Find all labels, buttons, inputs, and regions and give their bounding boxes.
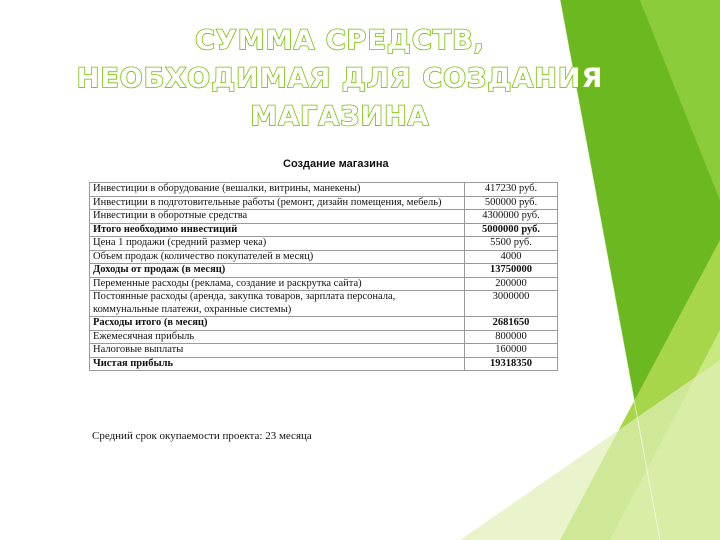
row-label: Постоянные расходы (аренда, закупка товаров, зарплата персонала, коммунальные платежи, охранные системы) — [90, 291, 465, 317]
table-row — [90, 237, 558, 251]
row-value: 800000 — [465, 330, 558, 344]
slide-title — [60, 22, 620, 136]
financial-table — [89, 182, 558, 371]
table-caption: Создание магазина — [283, 158, 389, 170]
row-label: Инвестиции в оборотные средства — [90, 210, 465, 224]
payback-note: Средний срок окупаемости проекта: 23 месяца — [92, 430, 312, 442]
row-label: Переменные расходы (реклама, создание и раскрутка сайта) — [90, 277, 465, 291]
row-label: Налоговые выплаты — [90, 344, 465, 358]
row-label: Цена 1 продажи (средний размер чека) — [90, 237, 465, 251]
row-label: Расходы итого (в месяц) — [90, 317, 465, 331]
row-value: 2681650 — [465, 317, 558, 331]
table-row — [90, 357, 558, 371]
title-line-1: СУММА СРЕДСТВ, — [195, 25, 485, 56]
table-row — [90, 210, 558, 224]
title-line-3: МАГАЗИНА — [250, 101, 430, 132]
table-row — [90, 291, 558, 317]
row-value: 19318350 — [465, 357, 558, 371]
table-row — [90, 196, 558, 210]
row-label: Чистая прибыль — [90, 357, 465, 371]
row-label: Инвестиции в оборудование (вешалки, витрины, манекены) — [90, 183, 465, 197]
table-row — [90, 277, 558, 291]
table-row — [90, 183, 558, 197]
table-row — [90, 344, 558, 358]
row-value: 4000 — [465, 250, 558, 264]
row-value: 500000 руб. — [465, 196, 558, 210]
row-label: Ежемесячная прибыль — [90, 330, 465, 344]
row-label: Доходы от продаж (в месяц) — [90, 264, 465, 278]
title-line-2: НЕОБХОДИМАЯ ДЛЯ СОЗДАНИЯ — [76, 63, 604, 94]
row-value: 13750000 — [465, 264, 558, 278]
row-label: Инвестиции в подготовительные работы (ремонт, дизайн помещения, мебель) — [90, 196, 465, 210]
table-row — [90, 223, 558, 237]
table-row — [90, 317, 558, 331]
table-row — [90, 264, 558, 278]
row-value: 3000000 — [465, 291, 558, 317]
row-value: 417230 руб. — [465, 183, 558, 197]
bottom-pale-shape — [460, 360, 720, 540]
table-row — [90, 250, 558, 264]
row-label: Объем продаж (количество покупателей в месяц) — [90, 250, 465, 264]
row-label: Итого необходимо инвестиций — [90, 223, 465, 237]
row-value: 200000 — [465, 277, 558, 291]
table-row — [90, 330, 558, 344]
row-value: 4300000 руб. — [465, 210, 558, 224]
row-value: 160000 — [465, 344, 558, 358]
row-value: 5500 руб. — [465, 237, 558, 251]
row-value: 5000000 руб. — [465, 223, 558, 237]
